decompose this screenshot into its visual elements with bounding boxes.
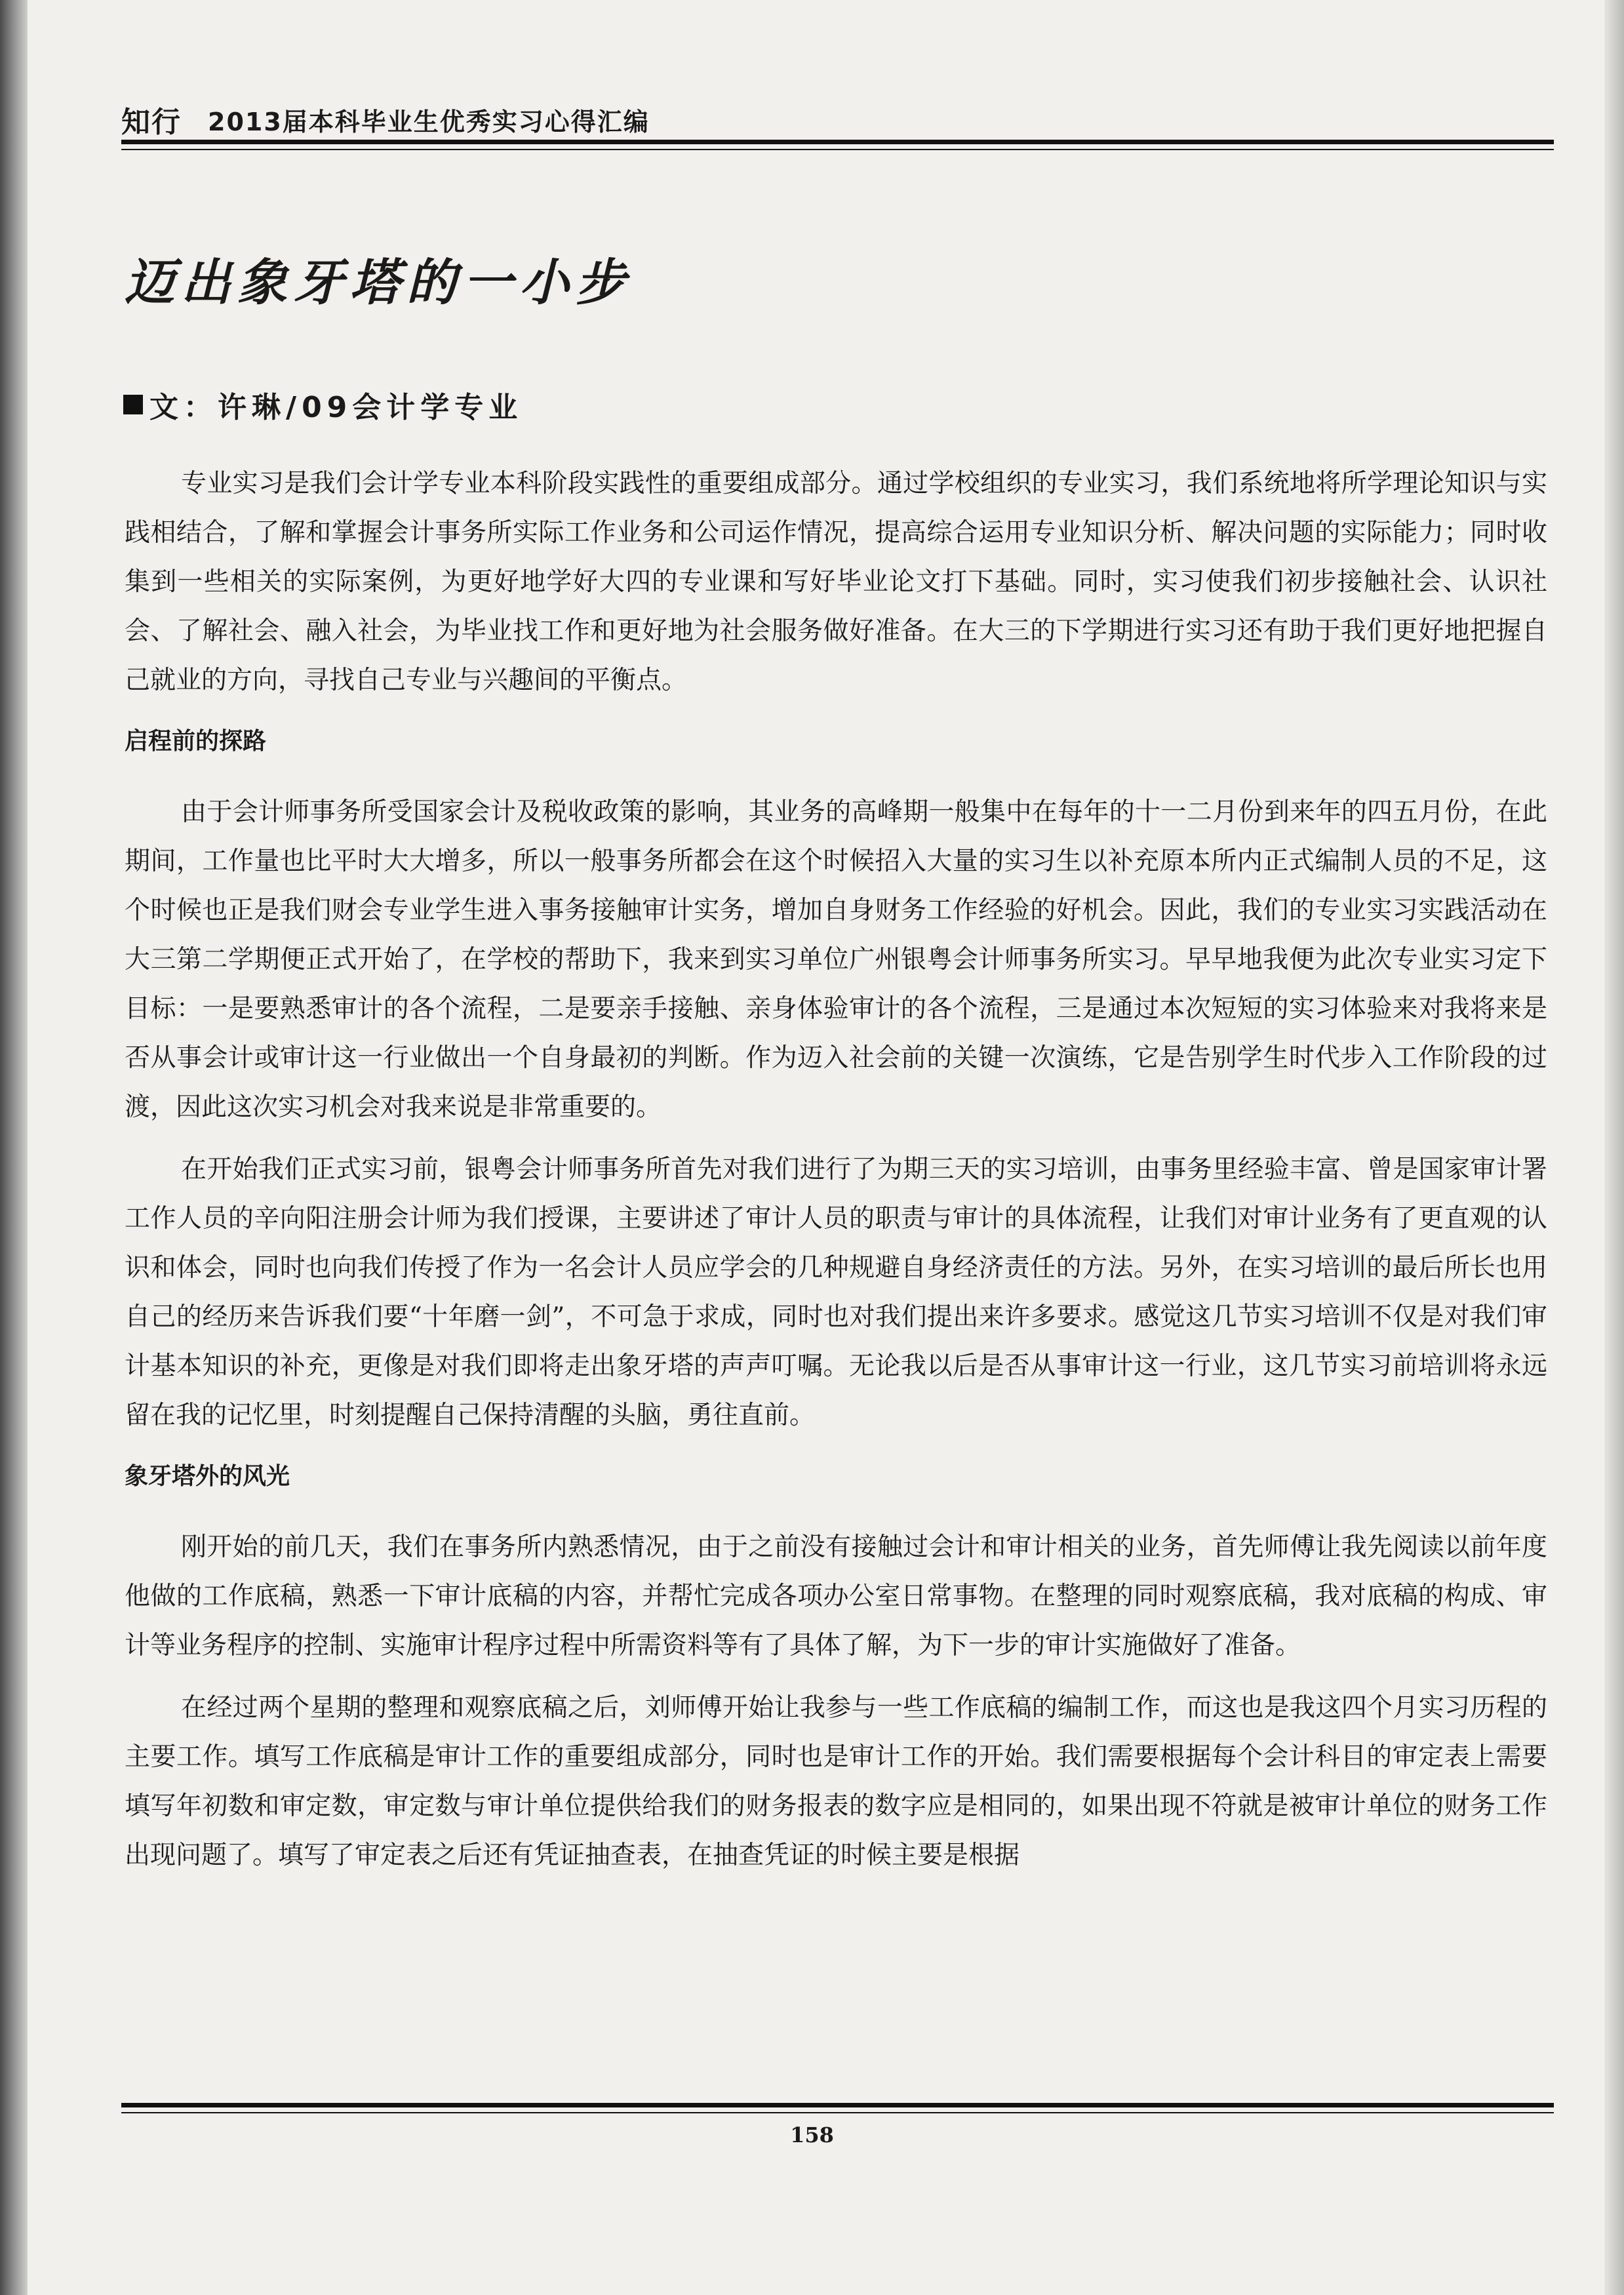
header-title: 2013届本科毕业生优秀实习心得汇编	[208, 107, 650, 136]
footer-rule-thick	[121, 2103, 1554, 2107]
header-logo: 知行	[121, 106, 182, 139]
page-number: 158	[790, 2123, 834, 2147]
section-heading-1: 启程前的探路	[125, 728, 267, 755]
footer-rule-thin	[121, 2112, 1554, 2113]
scan-binding-shadow	[0, 0, 28, 2295]
intro-paragraph: 专业实习是我们会计学专业本科阶段实践性的重要组成部分。通过学校组织的专业实习，我们系统地将所学理论知识与实践相结合，了解和掌握会计事务所实际工作业务和公司运作情况，提高综合运用专业知识分析、解决问题的实际能力；同时收集到一些相关的实际案例，为更好地学好大四的专业课和写好毕业论文打下基础。同时，实习使我们初步接触社会、认识社会、了解社会、融入社会，为毕业找工作和更好地为社会服务做好准备。在大三的下学期进行实习还有助于我们更好地把握自己就业的方向，寻找自己专业与兴趣间的平衡点。	[125, 469, 1547, 695]
header-rule-thin	[121, 149, 1554, 150]
byline-text: 文：许琳/09会计学专业	[149, 391, 523, 424]
running-header	[121, 98, 650, 140]
section2-paragraph-1: 刚开始的前几天，我们在事务所内熟悉情况，由于之前没有接触过会计和审计相关的业务，首先师傅让我先阅读以前年度他做的工作底稿，熟悉一下审计底稿的内容，并帮忙完成各项办公室日常事物。在整理的同时观察底稿，我对底稿的构成、审计等业务程序的控制、实施审计程序过程中所需资料等有了具体了解，为下一步的审计实施做好了准备。	[125, 1532, 1547, 1660]
scan-edge-shadow	[1604, 0, 1624, 2295]
section2-paragraph-2: 在经过两个星期的整理和观察底稿之后，刘师傅开始让我参与一些工作底稿的编制工作，而这也是我这四个月实习历程的主要工作。填写工作底稿是审计工作的重要组成部分，同时也是审计工作的开始。我们需要根据每个会计科目的审定表上需要填写年初数和审定数，审定数与审计单位提供给我们的财务报表的数字应是相同的，如果出现不符就是被审计单位的财务工作出现问题了。填写了审定表之后还有凭证抽查表，在抽查凭证的时候主要是根据	[125, 1693, 1547, 1870]
section1-paragraph-1: 由于会计师事务所受国家会计及税收政策的影响，其业务的高峰期一般集中在每年的十一二月份到来年的四五月份，在此期间，工作量也比平时大大增多，所以一般事务所都会在这个时候招入大量的实习生以补充原本所内正式编制人员的不足，这个时候也正是我们财会专业学生进入事务接触审计实务，增加自身财务工作经验的好机会。因此，我们的专业实习实践活动在大三第二学期便正式开始了，在学校的帮助下，我来到实习单位广州银粤会计师事务所实习。早早地我便为此次专业实习定下目标：一是要熟悉审计的各个流程，二是要亲手接触、亲身体验审计的各个流程，三是通过本次短短的实习体验来对我将来是否从事会计或审计这一行业做出一个自身最初的判断。作为迈入社会前的关键一次演练，它是告别学生时代步入工作阶段的过渡，因此这次实习机会对我来说是非常重要的。	[125, 797, 1547, 1122]
header-rule-thick	[121, 140, 1554, 144]
byline	[123, 384, 523, 426]
section1-paragraph-2: 在开始我们正式实习前，银粤会计师事务所首先对我们进行了为期三天的实习培训，由事务里经验丰富、曾是国家审计署工作人员的辛向阳注册会计师为我们授课，主要讲述了审计人员的职责与审计的具体流程，让我们对审计业务有了更直观的认识和体会，同时也向我们传授了作为一名会计人员应学会的几种规避自身经济责任的方法。另外，在实习培训的最后所长也用自己的经历来告诉我们要“十年磨一剑”，不可急于求成，同时也对我们提出来许多要求。感觉这几节实习培训不仅是对我们审计基本知识的补充，更像是对我们即将走出象牙塔的声声叮嘱。无论我以后是否从事审计这一行业，这几节实习前培训将永远留在我的记忆里，时刻提醒自己保持清醒的头脑，勇往直前。	[125, 1155, 1547, 1430]
article-title: 迈出象牙塔的一小步	[125, 253, 632, 311]
article-body	[125, 459, 1547, 1893]
section-heading-2: 象牙塔外的风光	[125, 1463, 290, 1490]
byline-square-icon	[123, 395, 143, 414]
